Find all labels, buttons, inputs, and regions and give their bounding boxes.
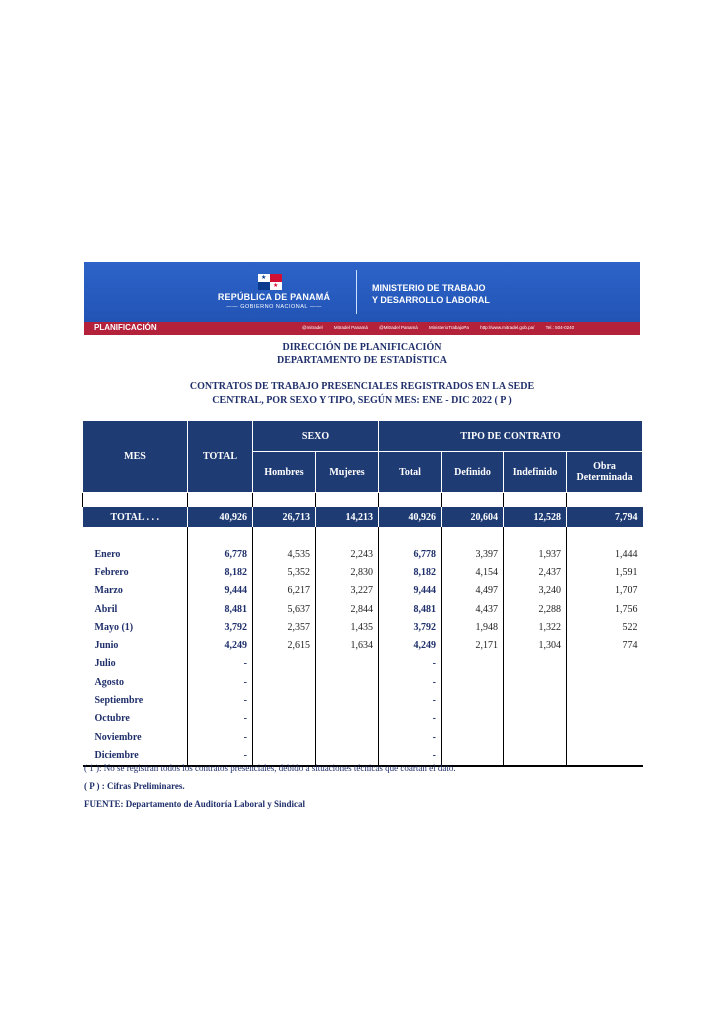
value-cell	[442, 691, 504, 709]
value-cell: 5,352	[253, 563, 316, 581]
value-cell: -	[379, 691, 442, 709]
table-row	[83, 600, 643, 618]
value-cell: 2,830	[316, 563, 379, 581]
value-cell: -	[379, 710, 442, 728]
month-cell: Septiembre	[94, 695, 144, 707]
footnote-preliminary: ( P ) : Cifras Preliminares.	[84, 781, 185, 791]
header-obra-determinada: Obra Determinada	[567, 452, 643, 493]
twitter-handle: @mitradel	[302, 325, 323, 330]
value-cell: 2,437	[504, 563, 567, 581]
value-cell: 6,778	[379, 545, 442, 563]
value-cell: 3,792	[379, 618, 442, 636]
value-cell: 3,397	[442, 545, 504, 563]
value-cell	[504, 673, 567, 691]
value-cell	[316, 673, 379, 691]
value-cell: 1,322	[504, 618, 567, 636]
month-cell: Octubre	[94, 713, 130, 725]
value-cell: 3,227	[316, 582, 379, 600]
facebook-handle: Mitradel Panamá	[333, 325, 368, 330]
banner-divider	[356, 270, 357, 314]
value-cell: 4,497	[442, 582, 504, 600]
value-cell	[567, 746, 643, 765]
value-cell: 8,182	[379, 563, 442, 581]
value-cell	[442, 673, 504, 691]
value-cell: -	[379, 728, 442, 746]
value-cell: -	[188, 691, 253, 709]
value-cell	[567, 655, 643, 673]
youtube-handle: MinisterioTrabajoPa	[429, 325, 469, 330]
value-cell	[316, 710, 379, 728]
value-cell: 1,591	[567, 563, 643, 581]
value-cell: 9,444	[379, 582, 442, 600]
value-cell	[253, 673, 316, 691]
table-row	[83, 618, 643, 636]
value-cell: 2,357	[253, 618, 316, 636]
direction-title: DIRECCIÓN DE PLANIFICACIÓN	[282, 342, 442, 353]
value-cell: 1,756	[567, 600, 643, 618]
value-cell: 1,444	[567, 545, 643, 563]
month-cell: Enero	[94, 548, 121, 560]
value-cell	[442, 655, 504, 673]
value-cell: -	[379, 673, 442, 691]
value-cell: 1,435	[316, 618, 379, 636]
value-cell: -	[188, 655, 253, 673]
footnote-1: ( 1 ): No se registran todos los contratos presenciales, debido a situaciones técnicas que coartan el dato.	[84, 763, 456, 773]
month-cell: Febrero	[94, 566, 129, 578]
month-cell: Mayo (1)	[94, 621, 134, 633]
value-cell: 774	[567, 636, 643, 654]
month-cell: Abril	[94, 603, 118, 615]
value-cell	[253, 691, 316, 709]
value-cell: 1,937	[504, 545, 567, 563]
website-url: http://www.mitradel.gob.pa/	[480, 325, 535, 330]
value-cell: 2,615	[253, 636, 316, 654]
value-cell: -	[188, 746, 253, 765]
value-cell: 4,437	[442, 600, 504, 618]
panama-flag-icon: ★ ★	[258, 274, 282, 290]
value-cell: 4,535	[253, 545, 316, 563]
value-cell: -	[379, 655, 442, 673]
table-row	[83, 563, 643, 581]
footnote-source: FUENTE: Departamento de Auditoría Laboral y Sindical	[84, 799, 306, 809]
contracts-table	[82, 420, 642, 767]
republic-block	[194, 262, 354, 322]
value-cell: 522	[567, 618, 643, 636]
value-cell: 2,288	[504, 600, 567, 618]
header-definido: Definido	[442, 452, 504, 493]
value-cell: 8,182	[188, 563, 253, 581]
phone-number: Tel.: 504-0240	[545, 325, 575, 330]
total-row: TOTAL . . . 40,926 26,713 14,213 40,926 20,604 12,528 7,794	[83, 507, 643, 527]
table-row	[83, 691, 643, 709]
section-label: PLANIFICACIÓN	[94, 323, 157, 332]
value-cell: 4,249	[379, 636, 442, 654]
table-row	[83, 710, 643, 728]
value-cell	[316, 728, 379, 746]
header-banner	[84, 262, 640, 322]
value-cell	[567, 728, 643, 746]
header-hombres: Hombres	[253, 452, 316, 493]
value-cell: 4,154	[442, 563, 504, 581]
value-cell: -	[188, 728, 253, 746]
table-row	[83, 655, 643, 673]
month-cell: Diciembre	[94, 749, 139, 761]
header-mes: MES	[83, 421, 188, 493]
value-cell: 9,444	[188, 582, 253, 600]
value-cell: 4,249	[188, 636, 253, 654]
value-cell: 1,634	[316, 636, 379, 654]
value-cell	[316, 691, 379, 709]
table-row	[83, 636, 643, 654]
value-cell: 1,707	[567, 582, 643, 600]
value-cell: 3,792	[188, 618, 253, 636]
month-cell: Julio	[94, 658, 116, 670]
table-row	[83, 545, 643, 563]
value-cell	[567, 710, 643, 728]
value-cell: 1,304	[504, 636, 567, 654]
republic-name: REPÚBLICA DE PANAMÁ	[217, 292, 331, 302]
table-row	[83, 582, 643, 600]
value-cell: 2,243	[316, 545, 379, 563]
value-cell: 8,481	[379, 600, 442, 618]
value-cell: -	[188, 710, 253, 728]
value-cell	[567, 673, 643, 691]
value-cell	[316, 655, 379, 673]
value-cell	[504, 746, 567, 765]
value-cell	[253, 710, 316, 728]
month-cell: Junio	[94, 640, 119, 652]
header-tipo-contrato: TIPO DE CONTRATO	[379, 421, 643, 452]
header-indefinido: Indefinido	[504, 452, 567, 493]
report-title-line1: CONTRATOS DE TRABAJO PRESENCIALES REGISTRADOS EN LA SEDE	[189, 381, 535, 392]
value-cell: 6,778	[188, 545, 253, 563]
value-cell: 8,481	[188, 600, 253, 618]
report-title-line2: CENTRAL, POR SEXO Y TIPO, SEGÚN MES: ENE - DIC 2022 ( P )	[212, 395, 512, 406]
header-total-tipo: Total	[379, 452, 442, 493]
month-cell: Noviembre	[94, 731, 142, 743]
value-cell	[504, 728, 567, 746]
value-cell: 2,844	[316, 600, 379, 618]
month-cell: Marzo	[94, 585, 123, 597]
instagram-handle: @Mitradel Panamá	[379, 325, 418, 330]
header-mujeres: Mujeres	[316, 452, 379, 493]
value-cell	[253, 655, 316, 673]
value-cell	[504, 655, 567, 673]
department-title: DEPARTAMENTO DE ESTADÍSTICA	[276, 355, 448, 366]
table-row	[83, 673, 643, 691]
table-row	[83, 728, 643, 746]
value-cell: 2,171	[442, 636, 504, 654]
value-cell	[504, 710, 567, 728]
value-cell: -	[379, 746, 442, 765]
value-cell: -	[188, 673, 253, 691]
value-cell: 5,637	[253, 600, 316, 618]
government-label: —— GOBIERNO NACIONAL ——	[226, 304, 322, 310]
header-total: TOTAL	[188, 421, 253, 493]
header-sexo: SEXO	[253, 421, 379, 452]
value-cell	[442, 728, 504, 746]
value-cell: 6,217	[253, 582, 316, 600]
month-cell: Agosto	[94, 676, 124, 688]
value-cell	[567, 691, 643, 709]
social-links	[302, 325, 584, 330]
ministry-name: MINISTERIO DE TRABAJO Y DESARROLLO LABORAL	[372, 283, 490, 305]
value-cell: 3,240	[504, 582, 567, 600]
section-bar	[84, 322, 640, 335]
value-cell	[442, 710, 504, 728]
value-cell	[504, 691, 567, 709]
value-cell: 1,948	[442, 618, 504, 636]
value-cell	[253, 728, 316, 746]
